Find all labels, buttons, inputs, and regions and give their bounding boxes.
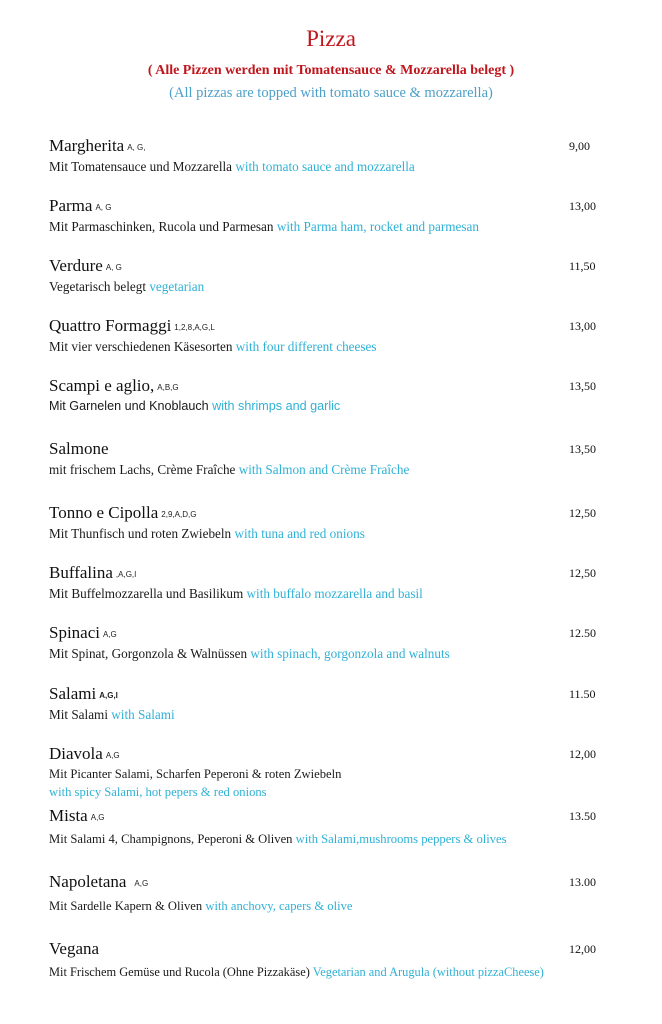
description-german: Mit Sardelle Kapern & Oliven (49, 899, 206, 913)
description-german: Mit Parmaschinken, Rucola und Parmesan (49, 219, 277, 234)
item-price: 13.00 (569, 875, 596, 889)
description-english: with shrimps and garlic (212, 399, 341, 413)
item-description (49, 832, 609, 847)
menu-item-buffalina (49, 563, 609, 602)
item-name: Parma (49, 196, 93, 215)
item-description (49, 219, 609, 235)
description-german: Vegetarisch belegt (49, 279, 150, 294)
menu-item-margherita (49, 136, 609, 175)
description-german: mit frischem Lachs, Crème Fraîche (49, 462, 239, 477)
menu-item-scampi-e-aglio (49, 376, 609, 413)
item-name: Mista (49, 806, 88, 825)
item-description (49, 646, 609, 662)
item-price: 12,50 (569, 506, 596, 520)
menu-item-diavola (49, 744, 609, 800)
item-price: 13,00 (569, 199, 596, 213)
item-description (49, 399, 609, 413)
menu-item-salami (49, 684, 609, 723)
subtitle-english: (All pizzas are topped with tomato sauce & mozzarella) (169, 85, 493, 101)
description-german: Mit Frischem Gemüse und Rucola (Ohne Pizzakäse) (49, 965, 313, 979)
description-english: with four different cheeses (235, 339, 377, 354)
item-description (49, 526, 609, 542)
item-description-english: with spicy Salami, hot pepers & red onions (49, 785, 267, 799)
item-price: 13,50 (569, 379, 596, 393)
description-english: with Salami,mushrooms peppers & olives (295, 832, 507, 846)
description-english: vegetarian (149, 279, 205, 294)
menu-item-salmone (49, 439, 609, 478)
item-price: 12.50 (569, 626, 596, 640)
item-allergens: A, G, (127, 143, 146, 152)
menu-item-tonno-e-cipolla (49, 503, 609, 542)
item-allergens: A,G,I (99, 691, 118, 700)
item-name: Spinaci (49, 623, 100, 642)
item-description (49, 586, 609, 602)
description-german: Mit Thunfisch und roten Zwiebeln (49, 526, 235, 541)
item-name: Buffalina (49, 563, 113, 582)
item-description (49, 707, 609, 723)
item-description (49, 339, 609, 355)
menu-item-vegana (49, 939, 609, 980)
item-name: Margherita (49, 136, 125, 155)
item-name: Scampi e aglio, (49, 376, 155, 395)
item-price: 12,00 (569, 942, 596, 956)
menu-item-spinaci (49, 623, 609, 662)
description-english: with spinach, gorgonzola and walnuts (250, 646, 450, 661)
item-price: 11.50 (569, 687, 596, 701)
item-price: 9,00 (569, 139, 590, 153)
description-english: with tuna and red onions (234, 526, 365, 541)
description-english: with Salami (111, 707, 175, 722)
item-price: 13.50 (569, 809, 596, 823)
description-english: with tomato sauce and mozzarella (235, 159, 415, 174)
description-english: with Parma ham, rocket and parmesan (276, 219, 479, 234)
item-price: 11,50 (569, 259, 596, 273)
item-name: Quattro Formaggi (49, 316, 172, 335)
description-german: Mit Garnelen und Knoblauch (49, 399, 213, 413)
item-allergens: A,B,G (157, 383, 179, 392)
item-allergens: A,G (103, 630, 117, 639)
item-allergens: A,G (134, 879, 149, 888)
item-name: Verdure (49, 256, 103, 275)
item-description (49, 462, 609, 478)
description-german: Mit vier verschiedenen Käsesorten (49, 339, 236, 354)
item-description (49, 159, 609, 175)
item-description (49, 899, 609, 914)
description-german: Mit Buffelmozzarella und Basilikum (49, 586, 247, 601)
item-name: Tonno e Cipolla (49, 503, 159, 522)
item-allergens: 2,9,A,D,G (161, 510, 197, 519)
description-english: with Salmon and Crème Fraîche (238, 462, 410, 477)
description-english: Vegetarian and Arugula (without pizzaCheese) (312, 965, 544, 979)
page-title: Pizza (306, 26, 356, 51)
menu-item-napoletana (49, 872, 609, 914)
item-price: 13,50 (569, 442, 596, 456)
item-price: 13,00 (569, 319, 596, 333)
menu-item-parma (49, 196, 609, 235)
item-allergens: A, G (105, 263, 122, 272)
menu-item-verdure (49, 256, 609, 295)
item-price: 12,50 (569, 566, 596, 580)
item-description-german: Mit Picanter Salami, Scharfen Peperoni & roten Zwiebeln (49, 767, 342, 781)
item-name: Diavola (49, 744, 103, 763)
item-allergens: A, G (95, 203, 112, 212)
item-description (49, 279, 609, 295)
description-english: with buffalo mozzarella and basil (246, 586, 423, 601)
description-german: Mit Spinat, Gorgonzola & Walnüssen (49, 646, 251, 661)
item-description (49, 965, 609, 980)
item-allergens: A,G (90, 813, 105, 822)
item-allergens: 1,2,8,A,G,L (174, 323, 215, 332)
description-german: Mit Salami (49, 707, 112, 722)
menu-item-quattro-formaggi (49, 316, 609, 355)
description-german: Mit Tomatensauce und Mozzarella (49, 159, 236, 174)
description-german: Mit Salami 4, Champignons, Peperoni & Oliven (49, 832, 296, 846)
item-name: Vegana (49, 939, 100, 958)
item-allergens: A,G (105, 751, 120, 760)
menu-item-mista (49, 806, 609, 847)
description-english: with anchovy, capers & olive (205, 899, 353, 913)
item-name: Napoletana (49, 872, 127, 891)
subtitle-german: ( Alle Pizzen werden mit Tomatensauce & Mozzarella belegt ) (147, 63, 515, 78)
item-price: 12,00 (569, 747, 596, 761)
item-name: Salmone (49, 439, 109, 458)
item-allergens: ,A,G,I (115, 570, 137, 579)
item-name: Salami (49, 684, 97, 703)
